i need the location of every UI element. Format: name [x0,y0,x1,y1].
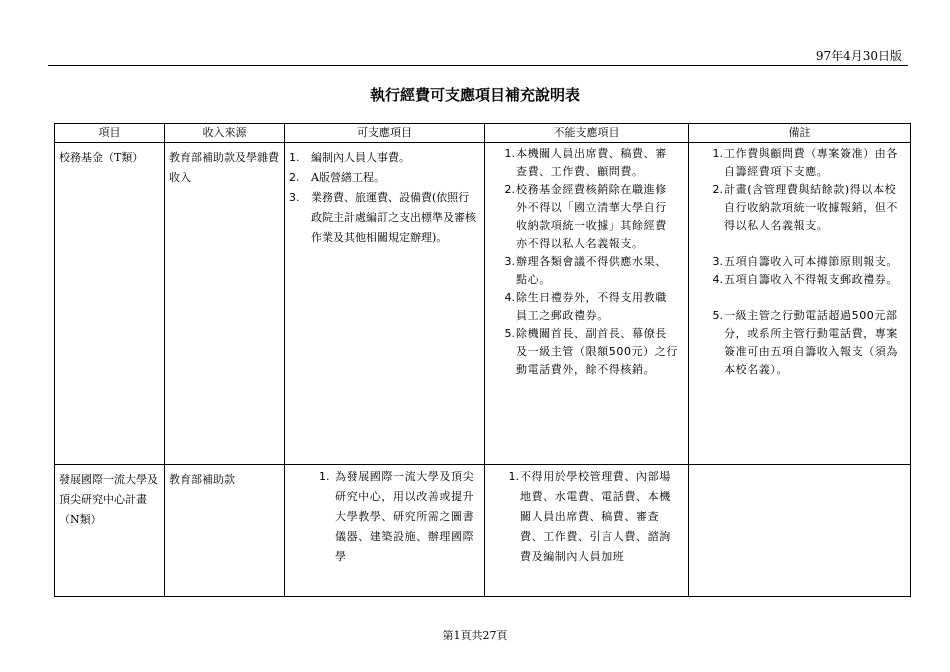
cell-source: 教育部補助款 [165,465,285,597]
column-header-source: 收入來源 [165,124,285,143]
list-item: 5. 一級主管之行動電話超過500元部分，或系所主管行動電話費，專案簽准可由五項自籌收入報支（須為本校名義）。 [712,309,898,376]
column-header-not-allowed: 不能支應項目 [485,124,689,143]
list-spacer [695,289,902,307]
cell-item: 發展國際一流大學及頂尖研究中心計畫（N類） [55,465,165,597]
column-header-allowed: 可支應項目 [285,124,485,143]
list-item: 2. 計畫(含管理費與結餘款)得以本校自行收納款項統一收據報銷，但不得以私人名義報支。 [712,183,898,232]
table-row [55,465,911,597]
list-item: 2. A版營繕工程。 [289,171,385,184]
table-row [55,143,911,465]
expense-table [54,123,911,597]
cell-notes [689,143,911,465]
allowed-list [319,467,478,567]
list-item: 3. 辦理各類會議不得供應水果、點心。 [504,255,667,286]
cell-source: 教育部補助款及學雜費收入 [165,143,285,465]
list-item: 5. 除機關首長、副首長、幕僚長及一級主管（限額500元）之行動電話費外，餘不得核銷。 [504,327,678,376]
list-item: 4. 除生日禮券外，不得支用教職員工之郵政禮券。 [504,291,667,322]
cell-allowed [285,143,485,465]
table-header-row [55,124,911,143]
not-allowed-list [491,145,678,379]
column-header-notes: 備註 [689,124,911,143]
cell-not-allowed [485,465,689,597]
list-item: 1. 為發展國際一流大學及頂尖研究中心，用以改善或提升大學教學、研究所需之圖書儀器、建築設施、辦理國際學 [319,470,475,563]
page-footer: 第1頁共27頁 [442,629,508,642]
list-spacer [695,235,902,253]
allowed-list [289,148,480,248]
column-header-item: 項目 [55,124,165,143]
list-item: 2. 校務基金經費核銷除在職進修外不得以「國立清華大學自行收納款項統一收據」其餘經費亦不得以私人名義報支。 [504,183,667,250]
header-rule [48,65,908,66]
document-title: 執行經費可支應項目補充說明表 [369,86,580,104]
list-item: 3. 五項自籌收入可本撙節原則報支。 [712,255,898,268]
list-item: 4. 五項自籌收入不得報支郵政禮券。 [712,273,898,286]
list-item: 1. 不得用於學校管理費、內部場地費、水電費、電話費、本機關人員出席費、稿費、審查費、工作費、引言人費、諮詢費及編制內人員加班 [508,470,671,563]
not-allowed-list [491,467,678,567]
notes-list [695,145,902,379]
cell-not-allowed [485,143,689,465]
list-item: 3. 業務費、旅運費、設備費(依照行政院主計處編訂之支出標準及審核作業及其他相關規定辦理)。 [289,191,476,244]
list-item: 1. 編制內人員人事費。 [289,151,410,164]
version-date: 97年4月30日版 [815,49,902,63]
list-item: 1. 工作費與顧問費（專案簽准）由各自籌經費項下支應。 [712,147,898,178]
cell-allowed [285,465,485,597]
cell-notes [689,465,911,597]
cell-item: 校務基金（T類） [55,143,165,465]
list-item: 1. 本機關人員出席費、稿費、審查費、工作費、顧問費。 [504,147,667,178]
